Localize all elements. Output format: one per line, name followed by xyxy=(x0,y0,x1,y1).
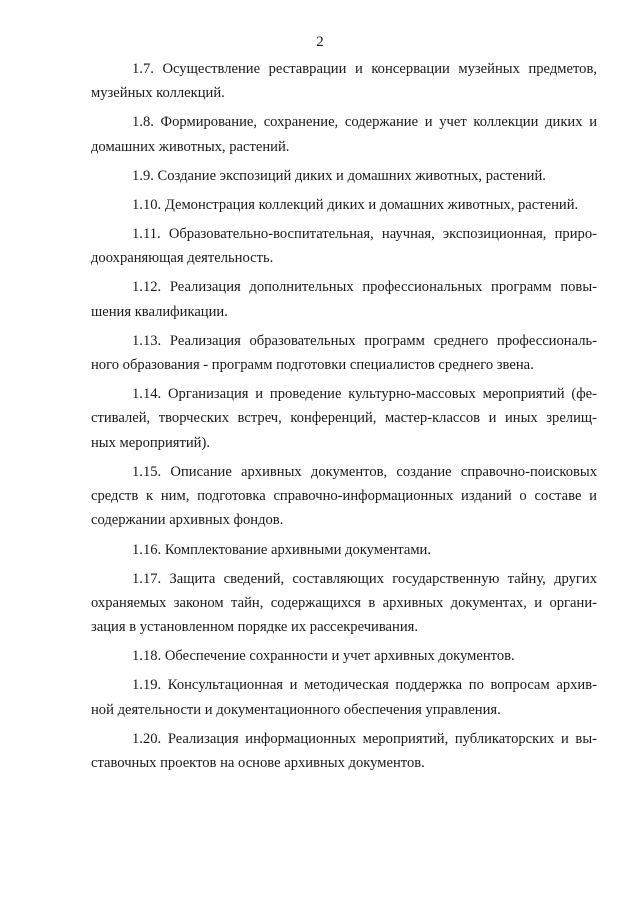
paragraph-item xyxy=(91,382,597,455)
paragraph-line: 1.14. Организация и проведение культурно-массовых мероприятий (фе- xyxy=(132,386,597,403)
paragraph-item xyxy=(91,110,597,159)
paragraph-item xyxy=(91,673,597,722)
paragraph-item xyxy=(91,164,597,188)
paragraph-line: музейных коллекций. xyxy=(91,85,225,102)
paragraph-line: содержании архивных фондов. xyxy=(91,512,284,529)
paragraph-item xyxy=(91,567,597,640)
paragraph-line: 1.10. Демонстрация коллекций диких и домашних животных, растений. xyxy=(132,196,579,213)
page-number: 2 xyxy=(316,34,324,50)
paragraph-line: 1.15. Описание архивных документов, создание справочно-поисковых xyxy=(132,463,597,480)
paragraph-line: средств к ним, подготовка справочно-информационных изданий о составе и xyxy=(91,488,597,505)
paragraph-item xyxy=(91,57,597,106)
paragraph-item xyxy=(91,727,597,776)
paragraph-line: 1.12. Реализация дополнительных профессиональных программ повы- xyxy=(132,279,597,296)
paragraph-line: шения квалификации. xyxy=(91,303,228,320)
paragraph-line: 1.18. Обеспечение сохранности и учет архивных документов. xyxy=(132,648,515,665)
paragraph-line: ного образования - программ подготовки специалистов среднего звена. xyxy=(91,357,534,374)
paragraph-item xyxy=(91,193,597,217)
paragraph-item xyxy=(91,538,597,562)
paragraph-line: 1.13. Реализация образовательных программ среднего профессиональ- xyxy=(132,332,597,349)
paragraph-line: ных мероприятий). xyxy=(91,434,211,451)
paragraph-line: 1.20. Реализация информационных мероприятий, публикаторских и вы- xyxy=(132,730,597,747)
paragraph-line: 1.11. Образовательно-воспитательная, научная, экспозиционная, приро- xyxy=(132,225,597,242)
paragraph-item xyxy=(91,460,597,533)
paragraph-item xyxy=(91,275,597,324)
paragraph-item xyxy=(91,222,597,271)
paragraph-line: 1.9. Создание экспозиций диких и домашних животных, растений. xyxy=(132,167,546,184)
document-body xyxy=(91,57,597,780)
paragraph-line: 1.19. Консультационная и методическая поддержка по вопросам архив- xyxy=(132,677,597,694)
paragraph-line: охраняемых законом тайн, содержащихся в архивных документах, и органи- xyxy=(91,594,597,611)
paragraph-line: зация в установленном порядке их рассекречивания. xyxy=(91,619,418,636)
paragraph-line: 1.8. Формирование, сохранение, содержание и учет коллекции диких и xyxy=(132,114,597,131)
paragraph-line: 1.16. Комплектование архивными документами. xyxy=(132,541,432,558)
paragraph-line: ной деятельности и документационного обеспечения управления. xyxy=(91,701,501,718)
paragraph-line: стивалей, творческих встреч, конференций, мастер-классов и иных зрелищ- xyxy=(91,410,597,427)
paragraph-line: 1.17. Защита сведений, составляющих государственную тайну, других xyxy=(132,570,597,587)
paragraph-line: ставочных проектов на основе архивных документов. xyxy=(91,755,425,772)
paragraph-line: домашних животных, растений. xyxy=(91,138,290,155)
paragraph-line: доохраняющая деятельность. xyxy=(91,250,274,267)
paragraph-item xyxy=(91,329,597,378)
paragraph-item xyxy=(91,644,597,668)
paragraph-line: 1.7. Осуществление реставрации и консервации музейных предметов, xyxy=(132,61,597,77)
